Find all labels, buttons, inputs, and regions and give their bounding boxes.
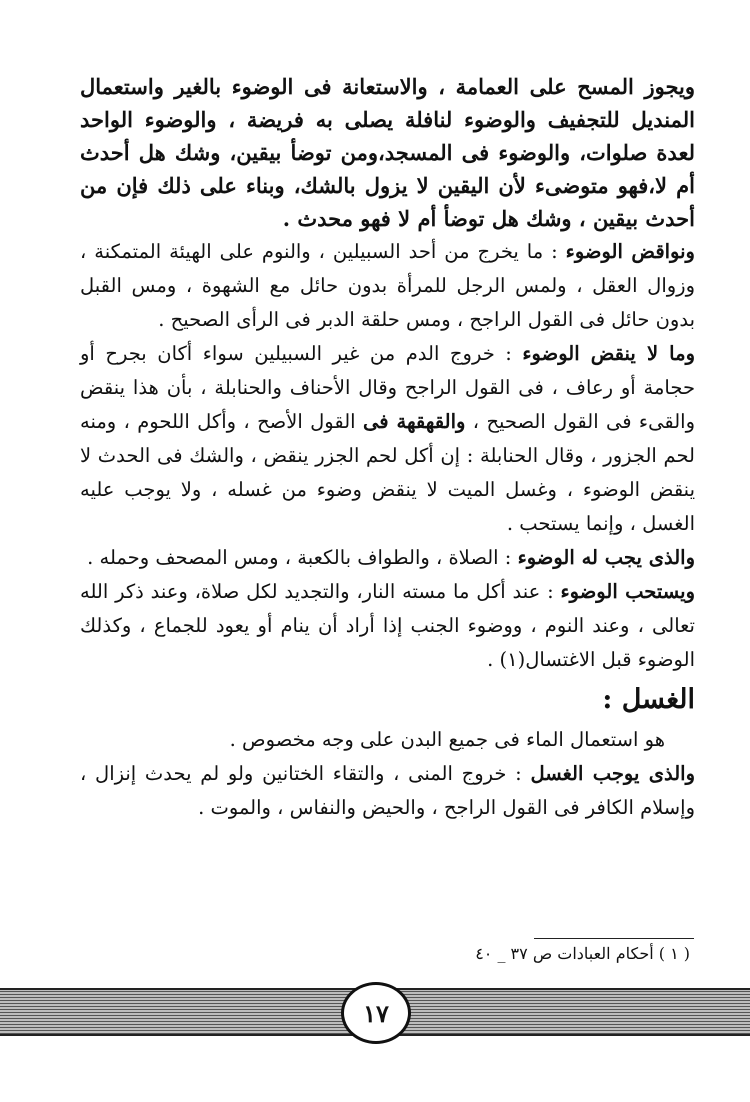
paragraph-obligatory-text: : الصلاة ، والطواف بالكعبة ، ومس المصحف وحمله . bbox=[87, 546, 518, 569]
paragraph-intro-text: ويجوز المسح على العمامة ، والاستعانة فى الوضوء بالغير واستعمال المنديل للتجفيف والوضوء لنافلة يصلى به فريضة ، والوضوء الواحد لعدة صلوات، والوضوء فى المسجد،ومن توضأ بيقين، وشك هل أحدث أم لا،فهو متوضىء لأن اليقين لا يزول بالشك، وبناء على ذلك فإن من أحدث بيقين ، وشك هل توضأ أم لا فهو محدث . bbox=[80, 74, 695, 231]
paragraph-intro bbox=[80, 70, 695, 235]
page-number-text: ١٧ bbox=[363, 998, 389, 1028]
paragraph-recommended bbox=[80, 575, 695, 677]
paragraph-ghusl-definition-text: هو استعمال الماء فى جميع البدن على وجه مخصوص . bbox=[229, 728, 665, 751]
paragraph-ghusl-definition bbox=[80, 723, 695, 757]
paragraph-ghusl-obligations-text: : خروج المنى ، والتقاء الختانين ولو لم يحدث إنزال ، وإسلام الكافر فى القول الراجح ، والحيض والنفاس ، والموت . bbox=[80, 762, 695, 819]
footnote: ( ١ ) أحكام العبادات ص ٣٧ _ ٤٠ bbox=[475, 944, 690, 963]
heading-ghusl-obligations: والذى يوجب الغسل bbox=[530, 762, 695, 785]
paragraph-non-nullifiers bbox=[80, 337, 695, 541]
heading-recommended: ويستحب الوضوء bbox=[560, 580, 695, 603]
paragraph-ghusl-obligations bbox=[80, 757, 695, 825]
paragraph-non-nullifiers-text: : خروج الدم من غير السبيلين سواء أكان بجرح أو حجامة أو رعاف ، فى القول الراجح وقال الأحناف والحنابلة ، بأن هذا ينقض والقىء فى القول الصحيح ، bbox=[80, 342, 695, 433]
section-title-ghusl: الغسل : bbox=[602, 684, 695, 715]
paragraph-non-nullifiers-text-2: القول الأصح ، وأكل اللحوم ، ومنه لحم الجزور ، وقال الحنابلة : إن أكل لحم الجزر ينقض ، والشك فى الحدث لا ينقض الوضوء ، وغسل الميت لا ينقض وضوء من غسله ، ولا يوجب عليه الغسل ، وإنما يستحب . bbox=[80, 410, 695, 535]
heading-nullifiers: ونواقض الوضوء bbox=[565, 240, 695, 263]
paragraph-nullifiers-text: : ما يخرج من أحد السبيلين ، والنوم على الهيئة المتمكنة ، وزوال العقل ، ولمس الرجل للمرأة بدون حائل مع الشهوة ، ومس القبل بدون حائل فى القول الراجح ، ومس حلقة الدبر فى الرأى الصحيح . bbox=[80, 240, 695, 331]
paragraph-obligatory bbox=[80, 541, 695, 575]
footnote-divider bbox=[534, 938, 694, 939]
paragraph-nullifiers bbox=[80, 235, 695, 337]
heading-non-nullifiers: وما لا ينقض الوضوء bbox=[522, 342, 695, 365]
heading-obligatory: والذى يجب له الوضوء bbox=[517, 546, 695, 569]
page-content bbox=[80, 70, 695, 825]
page-number bbox=[341, 982, 411, 1044]
heading-laughter: والقهقهة فى bbox=[362, 410, 466, 433]
paragraph-recommended-text: : عند أكل ما مسته النار، والتجديد لكل صلاة، وعند ذكر الله تعالى ، وعند النوم ، ووضوء الجنب إذا أراد أن ينام أو يعود للجماع ، وكذلك الوضوء قبل الاغتسال(١) . bbox=[80, 580, 695, 671]
